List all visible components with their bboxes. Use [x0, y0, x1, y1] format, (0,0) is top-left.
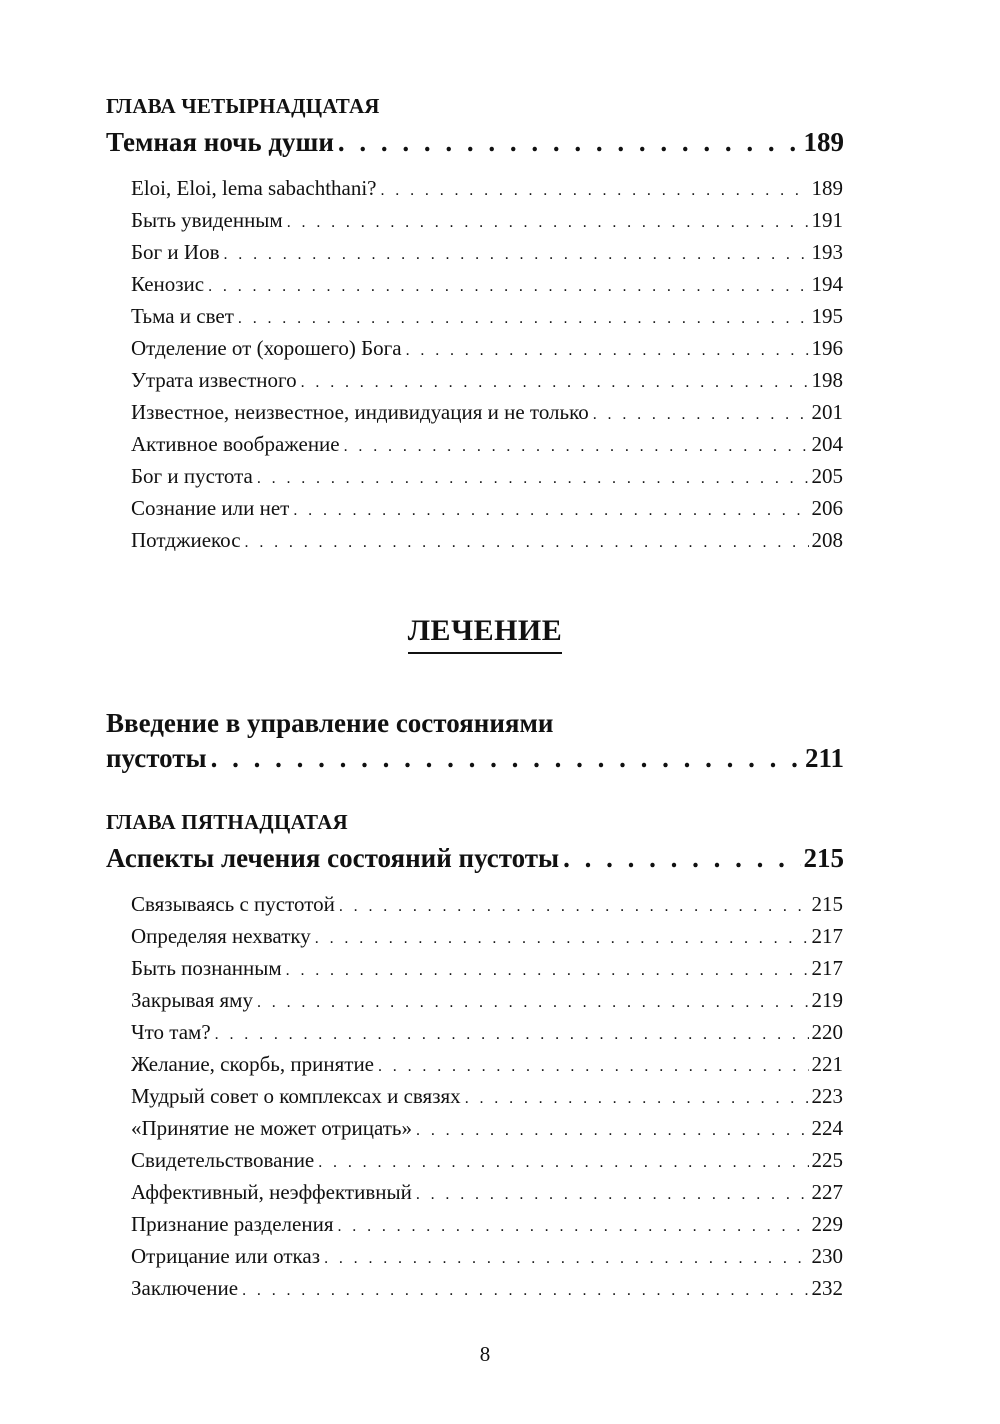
- toc-entry-title: Что там?: [131, 1020, 211, 1044]
- toc-entry: [131, 892, 843, 917]
- dot-leader: [339, 898, 809, 916]
- chapter-15-title-row: [106, 843, 844, 874]
- toc-entry-page: 201: [811, 400, 843, 424]
- toc-entry-title: Закрывая яму: [131, 988, 253, 1012]
- toc-entry-page: 232: [811, 1276, 843, 1300]
- toc-entry: [131, 1020, 843, 1045]
- toc-entry-page: 198: [811, 368, 843, 392]
- dot-leader: [257, 994, 809, 1012]
- toc-entry-page: 189: [811, 176, 843, 200]
- chapter-15-title: Аспекты лечения состояний пустоты: [106, 843, 560, 873]
- dot-leader: [465, 1090, 809, 1108]
- toc-entry-title: Известное, неизвестное, индивидуация и не только: [131, 400, 589, 424]
- toc-entry-title: Утрата известного: [131, 368, 297, 392]
- toc-entry: [131, 1052, 843, 1077]
- toc-entry-page: 217: [811, 956, 843, 980]
- toc-entry-page: 221: [811, 1052, 843, 1076]
- chapter-14-label: ГЛАВА ЧЕТЫРНАДЦАТАЯ: [106, 94, 380, 118]
- toc-entry-page: 225: [811, 1148, 843, 1172]
- dot-leader: [324, 1250, 808, 1268]
- toc-entry: [131, 240, 843, 265]
- toc-entry-page: 204: [811, 432, 843, 456]
- toc-entry: [131, 528, 843, 553]
- chapter-14-title: Темная ночь души: [106, 127, 334, 157]
- dot-leader: [301, 374, 809, 392]
- toc-entry-title: Аффективный, неэффективный: [131, 1180, 412, 1204]
- chapter-15-label: ГЛАВА ПЯТНАДЦАТАЯ: [106, 810, 348, 834]
- toc-entry: [131, 432, 843, 457]
- toc-entry-page: 208: [811, 528, 843, 552]
- toc-entry-title: Свидетельствование: [131, 1148, 315, 1172]
- toc-entry-page: 227: [811, 1180, 843, 1204]
- toc-entry-title: Бог и Иов: [131, 240, 220, 264]
- intro-title-line2: пустоты: [106, 743, 207, 773]
- dot-leader: [257, 470, 809, 488]
- toc-entry-title: Тьма и свет: [131, 304, 234, 328]
- toc-entry: [131, 368, 843, 393]
- toc-entry-title: Активное воображение: [131, 432, 340, 456]
- toc-entry: [131, 496, 843, 521]
- dot-leader: [563, 843, 800, 874]
- toc-entry-page: 191: [811, 208, 843, 232]
- toc-entry-page: 195: [811, 304, 843, 328]
- toc-entry-page: 206: [811, 496, 843, 520]
- toc-entry-title: Мудрый совет о комплексах и связях: [131, 1084, 461, 1108]
- toc-entry-page: 205: [811, 464, 843, 488]
- toc-entry-page: 196: [811, 336, 843, 360]
- toc-entry: [131, 956, 843, 981]
- toc-entry-title: Определяя нехватку: [131, 924, 311, 948]
- chapter-14-page: 189: [803, 127, 844, 157]
- toc-entry-page: 194: [811, 272, 843, 296]
- toc-entry: [131, 1276, 843, 1301]
- dot-leader: [287, 214, 809, 232]
- dot-leader: [378, 1058, 809, 1076]
- toc-entry: [131, 1148, 843, 1173]
- toc-entry: [131, 1244, 843, 1269]
- dot-leader: [293, 502, 808, 520]
- intro-title-row: [106, 743, 844, 774]
- section-title: [0, 614, 970, 654]
- toc-entry: [131, 988, 843, 1013]
- dot-leader: [224, 246, 809, 264]
- dot-leader: [286, 962, 809, 980]
- toc-entry-title: Сознание или нет: [131, 496, 290, 520]
- toc-entry-title: Бог и пустота: [131, 464, 253, 488]
- toc-entry-title: Отделение от (хорошего) Бога: [131, 336, 402, 360]
- dot-leader: [337, 1218, 808, 1236]
- section-title-text: ЛЕЧЕНИЕ: [408, 614, 563, 654]
- toc-entry: [131, 400, 843, 425]
- toc-entry-title: Связываясь с пустотой: [131, 892, 335, 916]
- dot-leader: [238, 310, 809, 328]
- toc-entry: [131, 272, 843, 297]
- dot-leader: [416, 1122, 808, 1140]
- toc-entry-page: 230: [811, 1244, 843, 1268]
- dot-leader: [215, 1026, 809, 1044]
- toc-entry: [131, 336, 843, 361]
- dot-leader: [245, 534, 809, 552]
- toc-entry: [131, 1084, 843, 1109]
- toc-entry-title: Признание разделения: [131, 1212, 334, 1236]
- chapter-14-title-row: [106, 127, 844, 158]
- toc-entry-title: Заключение: [131, 1276, 239, 1300]
- chapter-15-page: 215: [803, 843, 844, 873]
- toc-entry: [131, 1116, 843, 1141]
- dot-leader: [406, 342, 809, 360]
- toc-entry-page: 215: [811, 892, 843, 916]
- dot-leader: [315, 930, 809, 948]
- toc-entry-page: 219: [811, 988, 843, 1012]
- toc-entry: [131, 1180, 843, 1205]
- intro-title-line1: Введение в управление состояниями: [106, 708, 554, 738]
- page-number: 8: [479, 1342, 491, 1366]
- toc-entry: [131, 464, 843, 489]
- toc-entry-title: «Принятие не может отрицать»: [131, 1116, 413, 1140]
- toc-entry-title: Быть увиденным: [131, 208, 283, 232]
- dot-leader: [416, 1186, 809, 1204]
- dot-leader: [381, 182, 809, 200]
- toc-entry-title: Потджиекос: [131, 528, 241, 552]
- toc-entry-page: 229: [811, 1212, 843, 1236]
- toc-entry-page: 193: [811, 240, 843, 264]
- dot-leader: [593, 406, 809, 424]
- toc-entry: [131, 924, 843, 949]
- toc-entry-page: 223: [811, 1084, 843, 1108]
- toc-entry: [131, 1212, 843, 1237]
- toc-entry-title: Желание, скорбь, принятие: [131, 1052, 374, 1076]
- toc-entry-title: Eloi, Eloi, lema sabachthani?: [131, 176, 377, 200]
- intro-page: 211: [804, 743, 844, 773]
- toc-entry-title: Кенозис: [131, 272, 205, 296]
- toc-entry-page: 224: [811, 1116, 843, 1140]
- toc-entry-page: 220: [811, 1020, 843, 1044]
- dot-leader: [242, 1282, 808, 1300]
- dot-leader: [318, 1154, 808, 1172]
- dot-leader: [344, 438, 809, 456]
- dot-leader: [338, 127, 801, 158]
- toc-entry-page: 217: [811, 924, 843, 948]
- toc-entry: [131, 304, 843, 329]
- toc-entry: [131, 208, 843, 233]
- dot-leader: [208, 278, 808, 296]
- toc-entry: [131, 176, 843, 201]
- toc-entry-title: Отрицание или отказ: [131, 1244, 321, 1268]
- dot-leader: [211, 743, 802, 774]
- toc-entry-title: Быть познанным: [131, 956, 282, 980]
